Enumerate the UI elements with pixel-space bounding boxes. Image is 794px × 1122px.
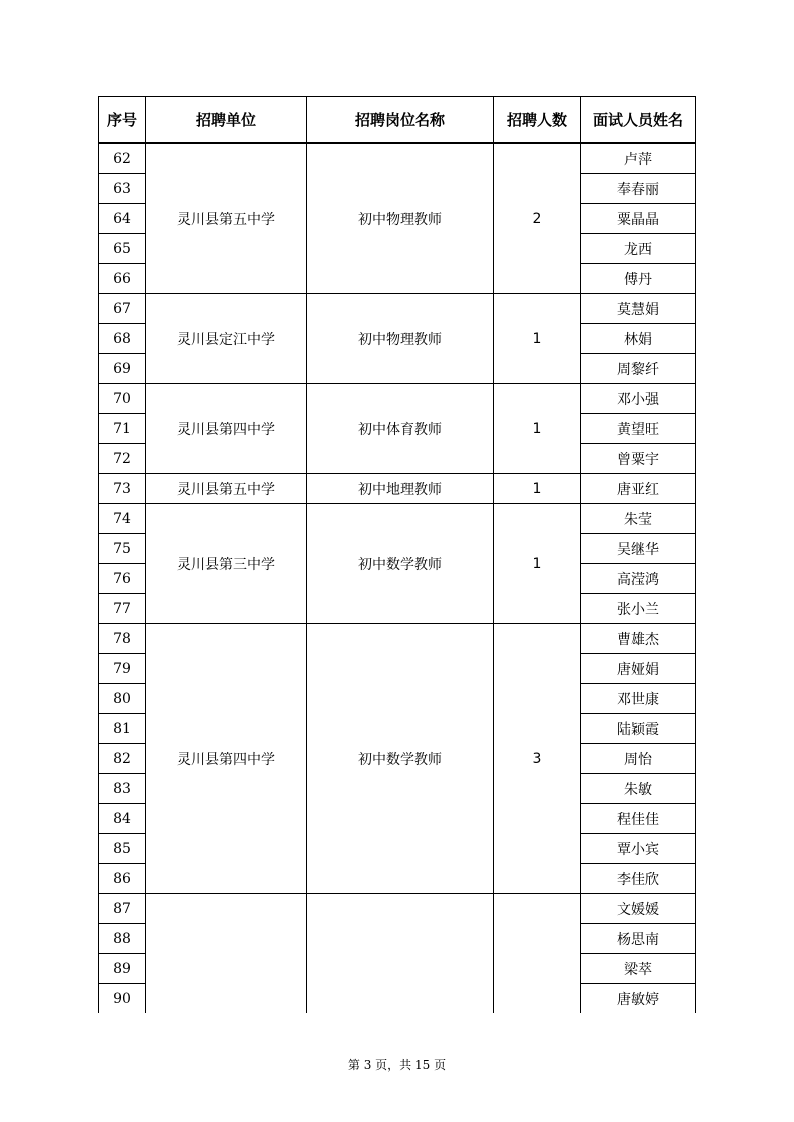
page-footer: 第 3 页，共 15 页	[347, 1058, 447, 1072]
table-row	[99, 143, 696, 174]
table-row	[99, 624, 696, 654]
row-seq: 75	[99, 534, 146, 564]
candidate-name: 高滢鸿	[581, 564, 696, 594]
candidate-name: 李佳欣	[581, 864, 696, 894]
row-seq: 84	[99, 804, 146, 834]
row-seq: 90	[99, 984, 146, 1014]
row-seq: 68	[99, 324, 146, 354]
row-seq: 82	[99, 744, 146, 774]
candidate-name: 曹雄杰	[581, 624, 696, 654]
row-seq: 79	[99, 654, 146, 684]
count-cell: 3	[494, 624, 581, 894]
row-seq: 88	[99, 924, 146, 954]
candidate-name: 奉春丽	[581, 174, 696, 204]
post-cell: 初中数学教师	[307, 504, 494, 624]
row-seq: 69	[99, 354, 146, 384]
row-seq: 62	[99, 143, 146, 174]
candidate-name: 粟晶晶	[581, 204, 696, 234]
candidate-name: 梁萃	[581, 954, 696, 984]
unit-cell: 灵川县第五中学	[146, 474, 307, 504]
unit-cell	[146, 894, 307, 1014]
row-seq: 65	[99, 234, 146, 264]
count-cell: 1	[494, 294, 581, 384]
row-seq: 76	[99, 564, 146, 594]
candidate-name: 吴继华	[581, 534, 696, 564]
count-cell: 1	[494, 384, 581, 474]
row-seq: 85	[99, 834, 146, 864]
row-seq: 72	[99, 444, 146, 474]
row-seq: 66	[99, 264, 146, 294]
unit-cell: 灵川县第三中学	[146, 504, 307, 624]
header-unit: 招聘单位	[146, 97, 307, 144]
header-names: 面试人员姓名	[581, 97, 696, 144]
row-seq: 67	[99, 294, 146, 324]
candidate-name: 傅丹	[581, 264, 696, 294]
candidate-name: 朱莹	[581, 504, 696, 534]
candidate-name: 邓世康	[581, 684, 696, 714]
candidate-name: 龙西	[581, 234, 696, 264]
header-count: 招聘人数	[494, 97, 581, 144]
count-cell: 2	[494, 143, 581, 294]
table-row	[99, 294, 696, 324]
candidate-name: 陆颖霞	[581, 714, 696, 744]
candidate-name: 邓小强	[581, 384, 696, 414]
count-cell: 1	[494, 504, 581, 624]
count-cell: 1	[494, 474, 581, 504]
row-seq: 89	[99, 954, 146, 984]
post-cell: 初中数学教师	[307, 624, 494, 894]
candidate-name: 程佳佳	[581, 804, 696, 834]
table-row	[99, 894, 696, 924]
candidate-name: 周黎纤	[581, 354, 696, 384]
row-seq: 64	[99, 204, 146, 234]
row-seq: 86	[99, 864, 146, 894]
unit-cell: 灵川县第五中学	[146, 143, 307, 294]
candidate-name: 曾粟宇	[581, 444, 696, 474]
candidate-name: 卢萍	[581, 143, 696, 174]
unit-cell: 灵川县定江中学	[146, 294, 307, 384]
post-cell: 初中地理教师	[307, 474, 494, 504]
candidate-name: 唐亚红	[581, 474, 696, 504]
header-seq: 序号	[99, 97, 146, 144]
row-seq: 81	[99, 714, 146, 744]
table-row	[99, 474, 696, 504]
candidate-name: 张小兰	[581, 594, 696, 624]
table-row	[99, 504, 696, 534]
row-seq: 80	[99, 684, 146, 714]
candidate-name: 唐娅娟	[581, 654, 696, 684]
unit-cell: 灵川县第四中学	[146, 624, 307, 894]
post-cell: 初中体育教师	[307, 384, 494, 474]
row-seq: 63	[99, 174, 146, 204]
interview-list-table	[98, 96, 696, 1013]
row-seq: 78	[99, 624, 146, 654]
post-cell	[307, 894, 494, 1014]
row-seq: 77	[99, 594, 146, 624]
candidate-name: 文媛媛	[581, 894, 696, 924]
row-seq: 74	[99, 504, 146, 534]
candidate-name: 杨思南	[581, 924, 696, 954]
candidate-name: 黄望旺	[581, 414, 696, 444]
count-cell	[494, 894, 581, 1014]
candidate-name: 林娟	[581, 324, 696, 354]
candidate-name: 朱敏	[581, 774, 696, 804]
candidate-name: 唐敏婷	[581, 984, 696, 1014]
candidate-name: 莫慧娟	[581, 294, 696, 324]
row-seq: 83	[99, 774, 146, 804]
table-header-row	[99, 97, 696, 144]
row-seq: 70	[99, 384, 146, 414]
header-post: 招聘岗位名称	[307, 97, 494, 144]
candidate-name: 覃小宾	[581, 834, 696, 864]
post-cell: 初中物理教师	[307, 294, 494, 384]
row-seq: 71	[99, 414, 146, 444]
row-seq: 73	[99, 474, 146, 504]
row-seq: 87	[99, 894, 146, 924]
table-row	[99, 384, 696, 414]
post-cell: 初中物理教师	[307, 143, 494, 294]
candidate-name: 周怡	[581, 744, 696, 774]
unit-cell: 灵川县第四中学	[146, 384, 307, 474]
